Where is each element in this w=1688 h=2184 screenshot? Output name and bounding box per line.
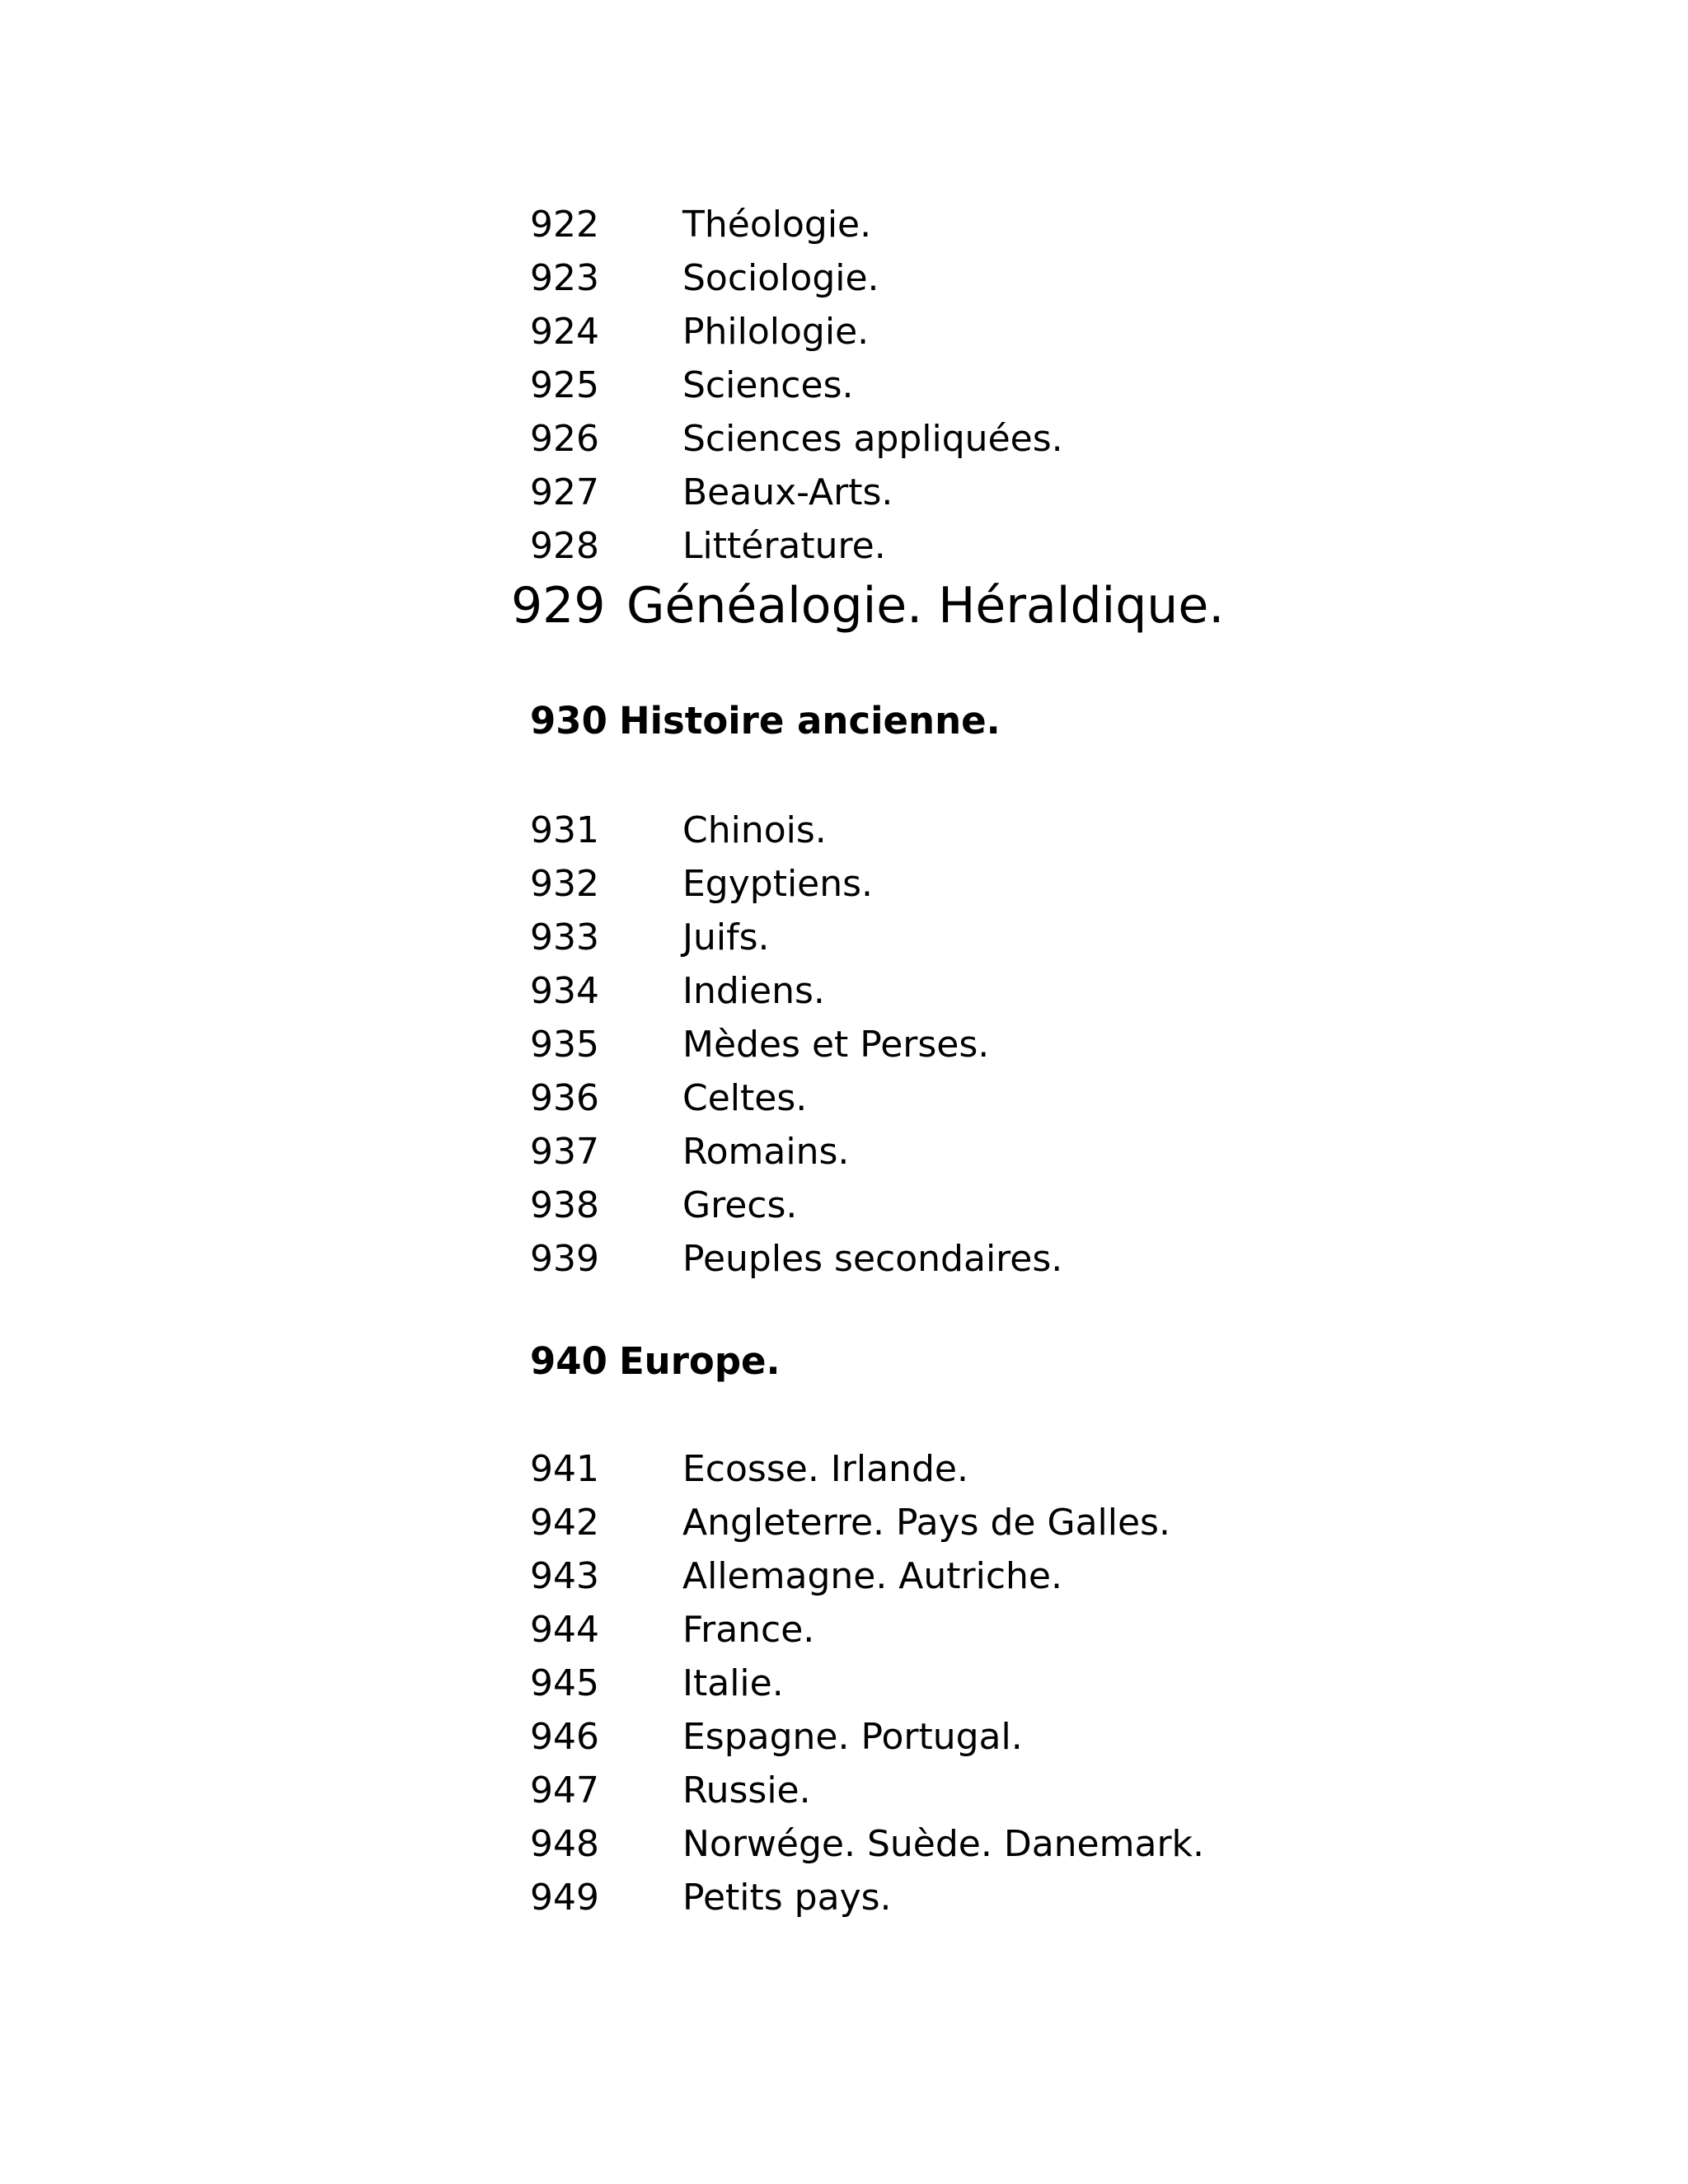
entry-label: Théologie. <box>682 204 872 246</box>
heading-label: Histoire ancienne. <box>618 699 1001 743</box>
entry-number: 946 <box>530 1716 599 1758</box>
entry-list-930s <box>530 804 1062 1286</box>
entry-label: Celtes. <box>682 1077 808 1119</box>
list-item <box>530 857 1062 911</box>
list-item <box>530 804 1062 857</box>
list-item <box>530 1496 1204 1549</box>
list-item <box>530 1232 1062 1286</box>
list-item <box>530 1549 1204 1603</box>
list-item <box>530 466 1224 519</box>
entry-label: Grecs. <box>682 1184 798 1226</box>
entry-number: 945 <box>530 1662 599 1704</box>
entry-number: 943 <box>530 1555 599 1597</box>
list-item <box>530 359 1224 412</box>
entry-number: 927 <box>530 471 599 513</box>
entry-label: Sociologie. <box>682 257 879 299</box>
list-item <box>530 1710 1204 1764</box>
list-item <box>530 1018 1062 1071</box>
heading-label: Europe. <box>618 1339 781 1383</box>
entry-label: Beaux-Arts. <box>682 471 893 513</box>
entry-number: 923 <box>530 257 599 299</box>
entry-label: Norwége. Suède. Danemark. <box>682 1823 1204 1865</box>
entry-list-920s <box>511 198 1225 639</box>
entry-number: 926 <box>530 418 599 460</box>
entry-label: Espagne. Portugal. <box>682 1716 1023 1758</box>
entry-number: 925 <box>530 364 599 406</box>
list-item <box>530 198 1224 251</box>
entry-label: Angleterre. Pays de Galles. <box>682 1502 1170 1544</box>
entry-number: 931 <box>530 809 599 851</box>
entry-number: 929 <box>511 577 606 635</box>
section-heading-940 <box>530 1337 781 1386</box>
entry-number: 947 <box>530 1769 599 1811</box>
list-item <box>530 1442 1204 1496</box>
heading-number: 940 <box>530 1339 607 1383</box>
entry-number: 922 <box>530 204 599 246</box>
entry-label: Philologie. <box>682 311 870 353</box>
entry-number: 936 <box>530 1077 599 1119</box>
entry-label: Indiens. <box>682 970 825 1012</box>
list-item <box>530 1764 1204 1817</box>
list-item <box>530 1125 1062 1179</box>
entry-label: Sciences. <box>682 364 854 406</box>
entry-label: Egyptiens. <box>682 863 874 905</box>
entry-label: Allemagne. Autriche. <box>682 1555 1062 1597</box>
entry-label: France. <box>682 1609 815 1651</box>
list-item-large <box>511 573 1224 639</box>
entry-number: 949 <box>530 1877 599 1919</box>
entry-label: Russie. <box>682 1769 811 1811</box>
entry-label: Généalogie. Héraldique. <box>626 577 1225 635</box>
entry-label: Peuples secondaires. <box>682 1238 1063 1280</box>
list-item <box>530 1657 1204 1710</box>
list-item <box>530 519 1224 573</box>
entry-number: 948 <box>530 1823 599 1865</box>
entry-list-940s <box>530 1442 1204 1924</box>
heading-number: 930 <box>530 699 607 743</box>
entry-number: 942 <box>530 1502 599 1544</box>
entry-number: 932 <box>530 863 599 905</box>
entry-label: Italie. <box>682 1662 784 1704</box>
entry-label: Juifs. <box>682 916 770 958</box>
entry-label: Chinois. <box>682 809 827 851</box>
list-item <box>530 911 1062 964</box>
list-item <box>530 1603 1204 1657</box>
entry-label: Petits pays. <box>682 1877 892 1919</box>
section-heading-930 <box>530 696 1001 746</box>
entry-number: 941 <box>530 1448 599 1490</box>
entry-number: 928 <box>530 525 599 567</box>
entry-number: 924 <box>530 311 599 353</box>
list-item <box>530 1817 1204 1871</box>
entry-number: 934 <box>530 970 599 1012</box>
entry-number: 935 <box>530 1024 599 1066</box>
list-item <box>530 1071 1062 1125</box>
entry-label: Ecosse. Irlande. <box>682 1448 968 1490</box>
entry-label: Sciences appliquées. <box>682 418 1063 460</box>
entry-label: Littérature. <box>682 525 886 567</box>
entry-label: Romains. <box>682 1131 850 1173</box>
list-item <box>530 1179 1062 1232</box>
entry-label: Mèdes et Perses. <box>682 1024 990 1066</box>
entry-number: 944 <box>530 1609 599 1651</box>
entry-number: 938 <box>530 1184 599 1226</box>
list-item <box>530 1871 1204 1924</box>
list-item <box>530 412 1224 466</box>
list-item <box>530 964 1062 1018</box>
entry-number: 939 <box>530 1238 599 1280</box>
entry-number: 933 <box>530 916 599 958</box>
entry-number: 937 <box>530 1131 599 1173</box>
list-item <box>530 305 1224 359</box>
list-item <box>530 251 1224 305</box>
